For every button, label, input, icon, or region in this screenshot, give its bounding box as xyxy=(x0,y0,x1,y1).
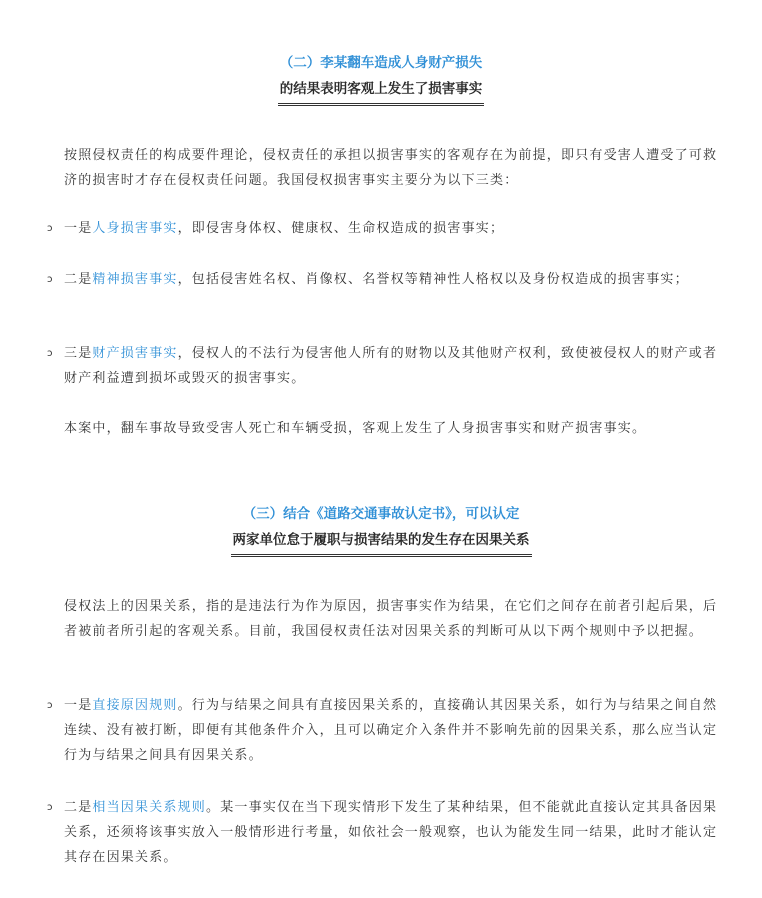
bullet-marker: ↄ xyxy=(47,348,54,359)
bullet-term: 精神损害事实 xyxy=(92,272,178,287)
bullet-marker: ↄ xyxy=(47,274,54,285)
bullet-prefix: 一是 xyxy=(64,221,93,236)
bullet-term: 相当因果关系规则 xyxy=(92,800,207,815)
bullet-text: ，即侵害身体权、健康权、生命权造成的损害事实； xyxy=(177,221,505,236)
causation-paragraph: 侵权法上的因果关系，指的是违法行为作为原因，损害事实作为结果，在它们之间存在前者引起后果，后者被前者所引起的客观关系。目前，我国侵权责任法对因果关系的判断可从以下两个规则中予以把握。 xyxy=(64,599,718,639)
intro-paragraph: 按照侵权责任的构成要件理论，侵权责任的承担以损害事实的客观存在为前提，即只有受害人遭受了可救济的损害时才存在侵权责任问题。我国侵权损害事实主要分为以下三类： xyxy=(64,148,718,188)
section-3-title-line1: （三）结合《道路交通事故认定书》，可以认定 xyxy=(242,506,520,522)
list-item-proximate-cause-rule xyxy=(47,795,726,870)
section-3-title-line2: 两家单位怠于履职与损害结果的发生存在因果关系 xyxy=(231,527,532,557)
bullet-prefix: 二是 xyxy=(64,272,93,287)
bullet-prefix: 三是 xyxy=(64,346,93,361)
list-item-property-damage xyxy=(47,341,726,391)
section-2-heading xyxy=(0,50,762,106)
bullet-text: 。某一事实仅在当下现实情形下发生了某种结果，但不能就此直接认定其具备因果关系，还须将该事实放入一般情形进行考量，如依社会一般观察，也认为能发生同一结果，此时才能认定其存在因果关系。 xyxy=(64,800,718,865)
section-2-title-line2: 的结果表明客观上发生了损害事实 xyxy=(278,76,485,106)
list-item-mental-damage xyxy=(47,267,726,292)
list-item-personal-damage xyxy=(47,216,726,241)
bullet-term: 人身损害事实 xyxy=(92,221,178,236)
bullet-marker: ↄ xyxy=(47,223,54,234)
bullet-prefix: 二是 xyxy=(64,800,93,815)
bullet-marker: ↄ xyxy=(47,700,54,711)
section-2-title-line1: （二）李某翻车造成人身财产损失 xyxy=(279,55,483,71)
list-item-direct-cause-rule xyxy=(47,693,726,768)
bullet-term: 财产损害事实 xyxy=(92,346,178,361)
bullet-text: 。行为与结果之间具有直接因果关系的，直接确认其因果关系，如行为与结果之间自然连续、没有被打断，即便有其他条件介入，且可以确定介入条件并不影响先前的因果关系，那么应当认定行为与结果之间具有因果关系。 xyxy=(64,698,718,763)
section-3-heading xyxy=(0,501,762,557)
bullet-term: 直接原因规则 xyxy=(92,698,178,713)
bullet-text: ，包括侵害姓名权、肖像权、名誉权等精神性人格权以及身份权造成的损害事实； xyxy=(177,272,689,287)
bullet-prefix: 一是 xyxy=(64,698,93,713)
case-paragraph: 本案中，翻车事故导致受害人死亡和车辆受损，客观上发生了人身损害事实和财产损害事实。 xyxy=(64,421,647,436)
bullet-text: ，侵权人的不法行为侵害他人所有的财物以及其他财产权利，致使被侵权人的财产或者财产利益遭到损坏或毁灭的损害事实。 xyxy=(64,346,718,386)
bullet-marker: ↄ xyxy=(47,802,54,813)
